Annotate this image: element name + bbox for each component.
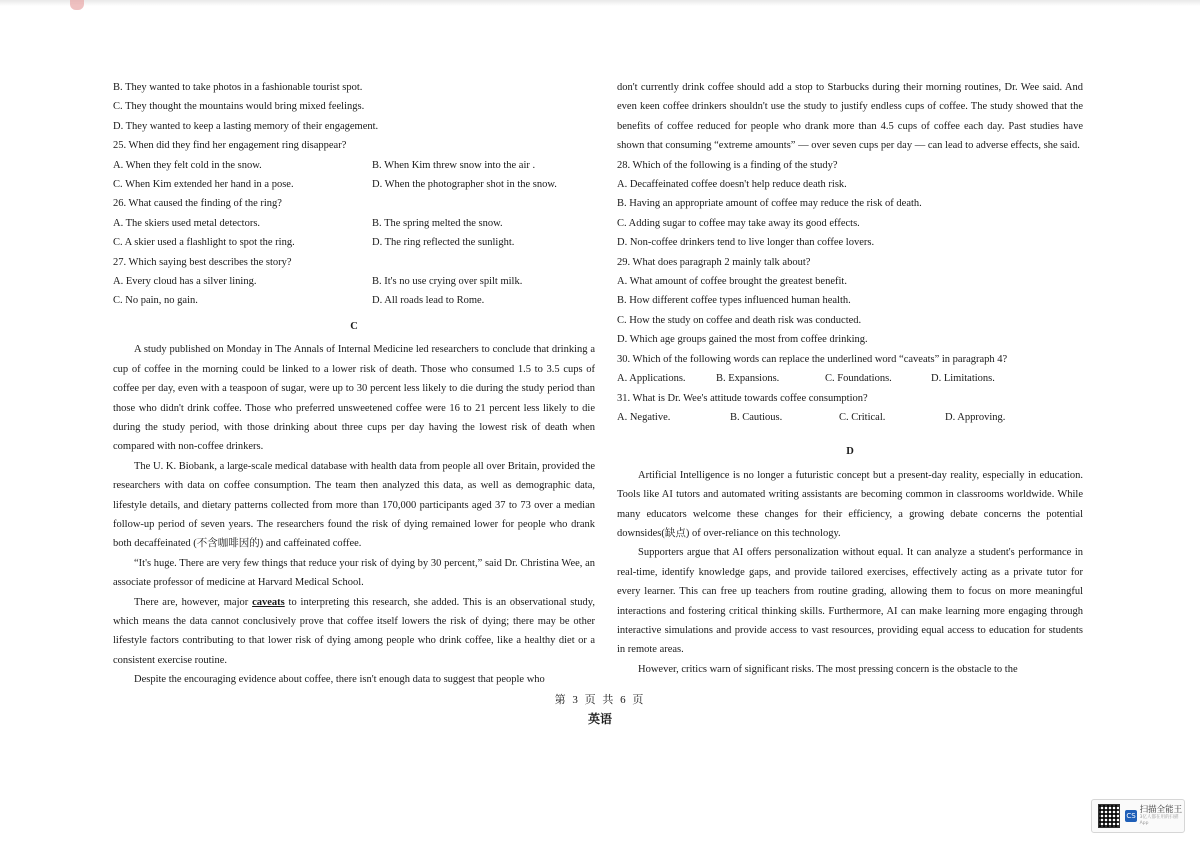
q31-options [617, 408, 1083, 427]
section-d-heading: D [846, 446, 854, 458]
q31-option-c: C. Critical. [839, 411, 886, 423]
q26-question: 26. What caused the finding of the ring? [113, 198, 282, 210]
q26-options-row-2 [113, 233, 595, 252]
q25-options-row-2 [113, 175, 595, 194]
q25-question: 25. When did they find her engagement ring disappear? [113, 140, 347, 152]
subject-label: 英语 [587, 712, 612, 726]
underlined-word-caveats: caveats [252, 596, 285, 608]
page-edge-mark [70, 0, 84, 10]
passage-c-paragraph-2: The U. K. Biobank, a large-scale medical database with health data from people all over Britain, provided the researchers with data on coffee consumption. The team then analyzed this data, as well as demographic data, lifestyle details, and dietary patterns collected from more than 170,000 participants aged 37 to 73 over a median follow-up period of seven years. The researchers found the risk of dying remained lower for people who drank both decaffeinated (不含咖啡因的) and caffeinated coffee. [113, 460, 595, 550]
q29-option-b: B. How different coffee types influenced human health. [617, 295, 851, 307]
passage-d-paragraph-3-start: However, critics warn of significant risks. The most pressing concern is the obstacle to the [638, 663, 1018, 675]
page-top-shadow [0, 0, 1200, 6]
q28-option-d: D. Non-coffee drinkers tend to live longer than coffee lovers. [617, 237, 875, 249]
section-c-heading: C [350, 320, 358, 332]
paragraph-4-rest: to interpreting this research, she added. This is an observational study, which means the data cannot conclusively prove that coffee itself lowers the risk of dying; there may be other lifestyle factors contributing to that lower risk of dying among people who drink coffee, like a healthy diet or a consistent exercise routine. [113, 596, 595, 666]
passage-c-paragraph-3: “It's huge. There are very few things that reduce your risk of dying by 30 percent,” said Dr. Christina Wee, an associate professor of medicine at Harvard Medical School. [113, 557, 595, 589]
q30-options [617, 369, 1083, 388]
q27-option-b: B. It's no use crying over spilt milk. [372, 276, 523, 288]
paragraph-4-lead: There are, however, major [134, 596, 253, 608]
passage-d-paragraph-1: Artificial Intelligence is no longer a futuristic concept but a present-day reality, especially in education. Tools like AI tutors and automated writing assistants are becoming common in classrooms worldwide. While many educators welcome these changes for their efficiency, a growing debate concerns the potential downsides(缺点) of over-reliance on this technology. [617, 469, 1083, 539]
passage-c-paragraph-5-continued: don't currently drink coffee should add a stop to Starbucks during their morning routines, Dr. Wee said. And even keen coffee drinkers shouldn't use the study to justify endless cups of coffee. The study showed that the benefits of coffee reduced for people who drank more than 4.5 cups of coffee each day. Past studies have shown that consuming “extreme amounts” — over seven cups per day — can lead to adverse effects, she said. [617, 82, 1083, 152]
badge-app-name: 扫描全能王 [1139, 805, 1183, 815]
q28-question: 28. Which of the following is a finding of the study? [617, 159, 838, 171]
q27-options-row-1 [113, 272, 595, 291]
right-column [617, 78, 1083, 679]
q31-option-b: B. Cautious. [730, 411, 783, 423]
badge-text [1140, 805, 1184, 827]
q30-question: 30. Which of the following words can replace the underlined word “caveats” in paragraph 4? [617, 353, 1008, 365]
q24-option-c: C. They thought the mountains would bring mixed feelings. [113, 101, 365, 113]
passage-d-paragraph-2: Supporters argue that AI offers personalization without equal. It can analyze a student's performance in real-time, identify knowledge gaps, and provide tailored exercises, effectively acting as a private tutor for every learner. This can free up teachers from routine grading, allowing them to focus on more meaningful interactions and fostering critical thinking skills. Furthermore, AI can make learning more engaging through interactive simulations and provide access to vast resources, providing equal access to education for students in remote areas. [617, 547, 1083, 656]
q28-option-c: C. Adding sugar to coffee may take away its good effects. [617, 217, 860, 229]
q24-option-d: D. They wanted to keep a lasting memory of their engagement. [113, 120, 379, 132]
q30-option-a: A. Applications. [617, 373, 686, 385]
q26-option-c: C. A skier used a flashlight to spot the ring. [113, 237, 295, 249]
q27-option-c: C. No pain, no gain. [113, 295, 198, 307]
q30-option-c: C. Foundations. [825, 373, 892, 385]
q25-options-row-1 [113, 156, 595, 175]
q28-option-a: A. Decaffeinated coffee doesn't help reduce death risk. [617, 179, 847, 191]
q25-option-d: D. When the photographer shot in the snow. [372, 179, 557, 191]
qr-code-icon [1098, 804, 1120, 828]
q24-option-b: B. They wanted to take photos in a fashionable tourist spot. [113, 82, 363, 93]
q26-option-a: A. The skiers used metal detectors. [113, 217, 261, 229]
q29-option-c: C. How the study on coffee and death risk was conducted. [617, 314, 862, 326]
q31-question: 31. What is Dr. Wee's attitude towards coffee consumption? [617, 392, 868, 404]
q29-option-a: A. What amount of coffee brought the greatest benefit. [617, 276, 847, 288]
q25-option-c: C. When Kim extended her hand in a pose. [113, 179, 294, 191]
q31-option-d: D. Approving. [945, 411, 1006, 423]
q27-option-d: D. All roads lead to Rome. [372, 295, 485, 307]
scanner-watermark-badge [1091, 799, 1185, 833]
q25-option-b: B. When Kim threw snow into the air . [372, 159, 536, 171]
q25-option-a: A. When they felt cold in the snow. [113, 159, 262, 171]
q26-option-b: B. The spring melted the snow. [372, 217, 503, 229]
q29-question: 29. What does paragraph 2 mainly talk about? [617, 256, 811, 268]
q26-option-d: D. The ring reflected the sunlight. [372, 237, 515, 249]
passage-c-paragraph-5-start: Despite the encouraging evidence about coffee, there isn't enough data to suggest that people who [134, 674, 545, 686]
page-number: 第 3 页 共 6 页 [554, 694, 646, 706]
q29-option-d: D. Which age groups gained the most from coffee drinking. [617, 334, 868, 346]
badge-tagline: 3亿人都在用的扫描App [1139, 815, 1179, 826]
passage-c-paragraph-4 [113, 593, 595, 671]
camscanner-logo-icon: CS [1126, 812, 1136, 820]
passage-c-paragraph-1: A study published on Monday in The Annals of Internal Medicine led researchers to conclude that drinking a cup of coffee in the morning could be linked to a lower risk of death. Those who consumed 1.5 to 3.5 cups of coffee per day, even with a teaspoon of sugar, were up to 30 percent less likely to die during the study period than those who didn't drink coffee. Those who preferred unsweetened coffee were 16 to 21 percent less likely to die during the study period, with those drinking about three cups per day having the lowest risk of death when compared with non-coffee drinkers. [113, 344, 595, 453]
q30-option-b: B. Expansions. [716, 373, 780, 385]
q28-option-b: B. Having an appropriate amount of coffee may reduce the risk of death. [617, 198, 922, 210]
q30-option-d: D. Limitations. [931, 373, 995, 385]
q31-option-a: A. Negative. [617, 411, 671, 423]
q27-option-a: A. Every cloud has a silver lining. [113, 276, 257, 288]
q27-options-row-2 [113, 291, 595, 310]
q27-question: 27. Which saying best describes the story? [113, 256, 292, 268]
q26-options-row-1 [113, 214, 595, 233]
left-column [113, 78, 595, 690]
